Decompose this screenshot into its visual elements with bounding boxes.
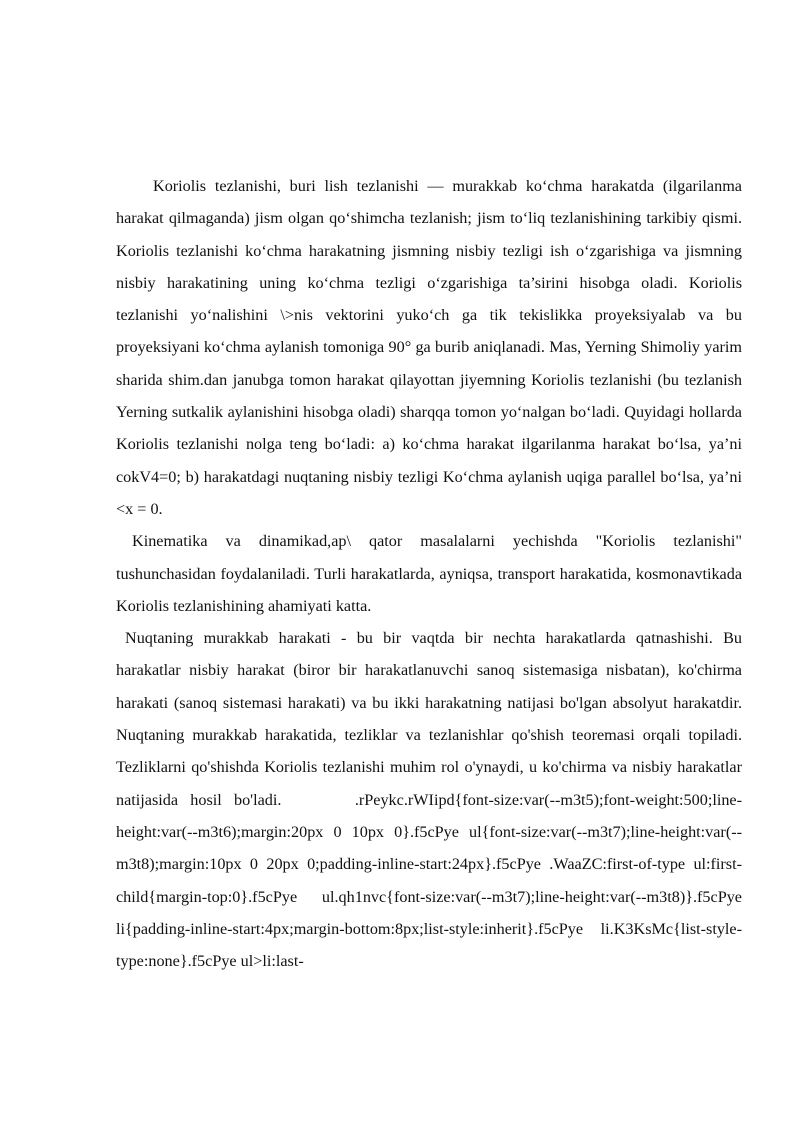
paragraph-coriolis-applications: Kinematika va dinamikad,ap\ qator masalalarni yechishda "Koriolis tezlanishi" tushunchasidan foydalaniladi. Turli harakatlarda, ayniqsa, transport harakatida, kosmonavtikada Koriolis tezlanishining ahamiyati katta. [116,532,742,615]
paragraph-compound-motion: Nuqtaning murakkab harakati - bu bir vaqtda bir nechta harakatlarda qatnashishi. Bu harakatlar nisbiy harakat (biror bir harakatlanuvchi sanoq sistemasiga nisbatan), ko'chirma harakati (sanoq sistemasi harakati) va bu ikki harakatning natijasi bo'lgan absolyut harakatdir. Nuqtaning murakkab harakatida, tezliklar va tezlanishlar qo'shish teoremasi orqali topiladi. Tezliklarni qo'shishda Koriolis tezlanishi muhim rol o'ynaydi, u ko'chirma va nisbiy harakatlar natijasida hosil bo'ladi. .rPeykc.rWIipd{font-size:var(--m3t5);font-weight:500;line-height:var(--m3t6);margin:20px 0 10px 0}.f5cPye ul{font-size:var(--m3t7);line-height:var(--m3t8);margin:10px 0 20px 0;padding-inline-start:24px}.f5cPye .WaaZC:first-of-type ul:first-child{margin-top:0}.f5cPye ul.qh1nvc{font-size:var(--m3t7);line-height:var(--m3t8)}.f5cPye li{padding-inline-start:4px;margin-bottom:8px;list-style:inherit}.f5cPye li.K3KsMc{list-style-type:none}.f5cPye ul>li:last- [116,629,742,971]
document-page [116,170,742,977]
css-code-fragment: .rPeykc.rWIipd{font-size:var(--m3t5);font-weight:500;line-height:var(--m3t6);margin:20px 0 10px 0}.f5cPye ul{font-size:var(--m3t7);line-height:var(--m3t8);margin:10px 0 20px 0;padding-inline-start:24px}.f5cPye .WaaZC:first-of-type ul:first-child{margin-top:0}.f5cPye ul.qh1nvc{font-size:var(--m3t7);line-height:var(--m3t8)}.f5cPye li{padding-inline-start:4px;margin-bottom:8px;list-style:inherit}.f5cPye li.K3KsMc{list-style-type:none}.f5cPye ul>li:last- [116,790,742,971]
paragraph-coriolis-definition: Koriolis tezlanishi, buri lish tezlanishi — murakkab ko‘chma harakatda (ilgarilanma harakat qilmaganda) jism olgan qo‘shimcha tezlanish; jism to‘liq tezlanishining tarkibiy qismi. Koriolis tezlanishi ko‘chma harakatning jismning nisbiy tezligi ish o‘zgarishiga va jismning nisbiy harakatining uning ko‘chma tezligi o‘zgarishiga ta’sirini hisobga oladi. Koriolis tezlanishi yo‘nalishini \>nis vektorini yuko‘ch ga tik tekislikka proyeksiyalab va bu proyeksiyani ko‘chma aylanish tomoniga 90° ga burib aniqlanadi. Mas, Yerning Shimoliy yarim sharida shim.dan janubga tomon harakat qilayottan jiyemning Koriolis tezlanishi (bu tezlanish Yerning sutkalik aylanishini hisobga oladi) sharqqa tomon yo‘nalgan bo‘ladi. Quyidagi hollarda Koriolis tezlanishi nolga teng bo‘ladi: a) ko‘chma harakat ilgarilanma harakat bo‘lsa, ya’ni cokV4=0; b) harakatdagi nuqtaning nisbiy tezligi Ko‘chma aylanish uqiga parallel bo‘lsa, ya’ni <x = 0. [116,177,742,518]
